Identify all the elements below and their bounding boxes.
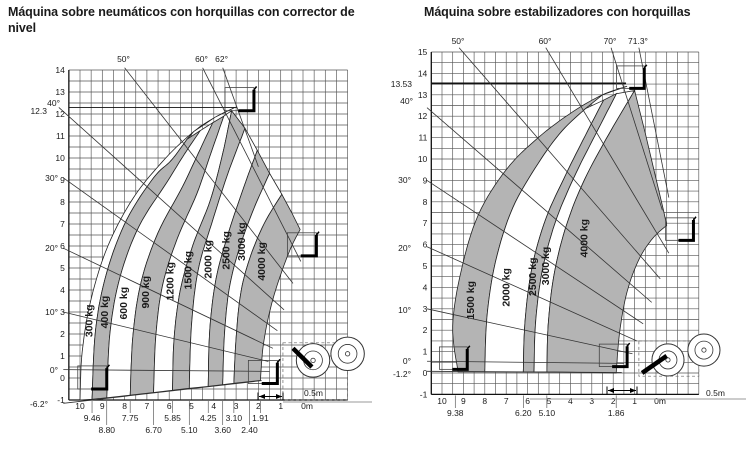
reach-label: 5.10 — [538, 408, 556, 418]
angle-label: -6.2° — [29, 399, 48, 409]
y-tick-label: 5 — [60, 263, 65, 273]
reach-label: 4.25 — [199, 413, 217, 423]
x-tick-label: 4 — [568, 396, 573, 406]
angle-label: 50° — [451, 36, 465, 46]
load-zone-label: 4000 kg — [256, 242, 269, 281]
load-zone-label: 1500 kg — [182, 250, 195, 290]
load-chart-stabilizers — [391, 36, 746, 418]
x-tick-label: 9 — [461, 396, 466, 406]
load-zone-label: 2000 kg — [500, 268, 513, 307]
y-tick-label: 15 — [417, 47, 428, 57]
x-tick-label: 7 — [503, 396, 509, 406]
y-tick-label: 3 — [422, 303, 428, 314]
x-tick-label: 10 — [437, 396, 447, 406]
y-tick-label: 3 — [60, 307, 65, 317]
reach-label: 9.46 — [83, 413, 101, 423]
load-zone-label: 2500 kg — [527, 257, 540, 296]
load-zone-label: 3000 kg — [236, 222, 248, 261]
reach-label: 7.75 — [121, 413, 139, 423]
load-zone-label: 2000 kg — [202, 239, 215, 279]
max-height-label: 13.53 — [390, 79, 412, 89]
y-tick-label: 0 — [422, 368, 428, 378]
x-tick-label: 1 — [278, 401, 284, 411]
angle-label: 20° — [45, 243, 58, 253]
angle-label: 30° — [398, 175, 411, 185]
y-tick-label: 10 — [55, 153, 65, 163]
angle-label: 60° — [195, 54, 208, 64]
x-tick-label: 3 — [233, 401, 239, 411]
y-tick-label: 4 — [60, 285, 65, 295]
y-tick-label: 7 — [60, 219, 65, 229]
angle-label: 10° — [398, 305, 411, 315]
x-tick-label: 0m — [654, 396, 666, 406]
y-tick-label: 8 — [60, 197, 65, 207]
angle-label: 30° — [45, 173, 58, 183]
y-tick-label: 11 — [418, 132, 428, 143]
load-zone-label: 400 kg — [98, 295, 111, 329]
y-tick-label: 12 — [417, 111, 428, 122]
x-tick-label: 5 — [546, 396, 552, 406]
angle-label: 60° — [538, 36, 552, 46]
load-zone-label: 1200 kg — [164, 261, 177, 301]
y-tick-label: 2 — [60, 329, 65, 339]
y-tick-label: 6 — [422, 239, 428, 250]
x-tick-label: 2 — [610, 396, 616, 406]
y-tick-label: 13 — [55, 87, 65, 97]
x-tick-label: 6 — [166, 401, 172, 411]
reach-label: 9.38 — [446, 408, 464, 418]
y-tick-label: -1 — [57, 395, 65, 405]
reach-label: 5.85 — [164, 413, 181, 423]
max-height-label: 12.3 — [30, 106, 47, 116]
load-zone-label: 3000 kg — [540, 246, 552, 286]
reach-label: 6.70 — [145, 425, 162, 435]
load-zone-label: 300 kg — [83, 304, 96, 338]
y-tick-label: -1 — [419, 389, 428, 400]
load-zone-label: 1500 kg — [465, 280, 478, 320]
y-tick-label: 10 — [417, 154, 428, 164]
chart-title-left: Máquina sobre neumáticos con horquillas con corrector de nivel — [8, 5, 355, 35]
y-tick-label: 8 — [422, 196, 428, 207]
fork-icon — [666, 217, 696, 241]
x-tick-label: 9 — [99, 401, 105, 411]
y-tick-label: 9 — [422, 175, 428, 186]
angle-label: 0° — [402, 356, 411, 366]
fork-icon — [616, 65, 646, 89]
x-tick-label: 6 — [525, 396, 530, 406]
reach-label: 1.91 — [252, 413, 269, 423]
reach-label: 3.60 — [214, 425, 231, 435]
angle-label: -1.2° — [392, 369, 411, 379]
x-tick-label: 4 — [211, 401, 217, 411]
wheel-icon — [331, 337, 364, 370]
y-tick-label: 14 — [55, 65, 65, 75]
chart-title-right: Máquina sobre estabilizadores con horquillas — [424, 5, 691, 19]
y-tick-label: 13 — [417, 89, 428, 100]
dimension-label: 0.5m — [706, 388, 725, 398]
reach-label: 6.20 — [515, 408, 532, 418]
reach-label: 1.86 — [607, 408, 625, 418]
x-tick-label: 3 — [589, 396, 595, 406]
reach-label: 5.10 — [180, 425, 198, 435]
angle-label: 10° — [45, 307, 58, 317]
load-zone-label: 600 kg — [117, 286, 130, 320]
dimension-arrows — [607, 387, 637, 395]
x-tick-label: 0m — [301, 401, 313, 411]
reach-label: 8.80 — [98, 425, 116, 435]
y-tick-label: 11 — [56, 131, 65, 141]
y-tick-label: 14 — [417, 68, 428, 79]
x-tick-label: 8 — [122, 401, 127, 411]
angle-label: 71.3° — [628, 36, 648, 46]
y-tick-label: 1 — [422, 346, 428, 357]
load-zone-label: 4000 kg — [578, 218, 591, 258]
y-tick-label: 5 — [422, 261, 428, 271]
y-tick-label: 12 — [55, 109, 65, 119]
reach-label: 2.40 — [241, 425, 258, 435]
y-tick-label: 7 — [422, 218, 428, 229]
y-tick-label: 4 — [422, 282, 428, 293]
load-zone-label: 900 kg — [140, 275, 153, 309]
load-chart-tires — [30, 54, 372, 435]
angle-label: 70° — [603, 36, 617, 46]
reach-label: 3.10 — [225, 413, 243, 423]
wheel-icon — [688, 334, 720, 366]
x-tick-label: 5 — [189, 401, 194, 411]
angle-label: 40° — [400, 96, 413, 106]
wheel-icon — [296, 344, 329, 377]
dimension-arrows — [258, 393, 283, 401]
angle-label: 62° — [215, 54, 229, 64]
y-tick-label: 9 — [60, 175, 65, 185]
angle-label: 40° — [47, 98, 60, 108]
y-tick-label: 1 — [60, 351, 65, 361]
y-tick-label: 6 — [60, 241, 65, 251]
angle-label: 50° — [117, 54, 130, 64]
x-tick-label: 1 — [632, 396, 637, 406]
y-tick-label: 2 — [422, 325, 428, 336]
x-tick-label: 7 — [144, 401, 150, 411]
x-tick-label: 10 — [75, 401, 85, 411]
dimension-label: 0.5m — [304, 388, 323, 398]
wheel-icon — [652, 344, 684, 376]
angle-label: 20° — [398, 243, 411, 253]
angle-label: 0° — [49, 365, 58, 375]
y-tick-label: 0 — [60, 373, 65, 383]
x-tick-label: 8 — [482, 396, 488, 406]
load-zone-label: 2500 kg — [220, 231, 233, 270]
x-tick-label: 2 — [256, 401, 261, 411]
